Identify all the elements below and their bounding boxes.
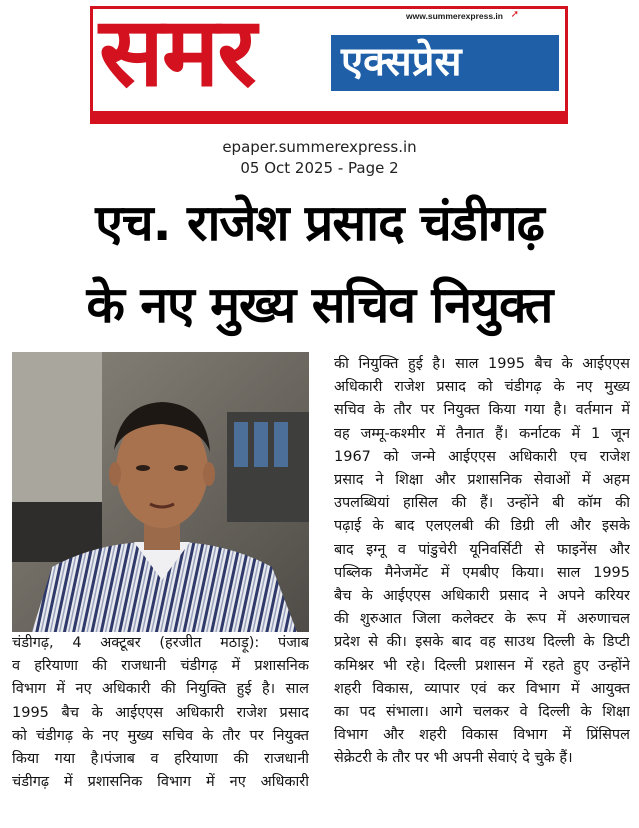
- text-line: वह जम्मू-कश्मीर में तैनात हैं। कर्नाटक में 1 जून: [334, 425, 630, 442]
- text-line: पढ़ाई के बाद एलएलबी की डिग्री ली और इसके: [334, 518, 630, 535]
- text-line: बाद इग्नू व पांडुचेरी यूनिवर्सिटी से फाइनेंस और: [334, 541, 630, 558]
- portrait-photo-image: [12, 352, 309, 632]
- text-line: विभाग और शहरी विकास विभाग में प्रिंसिपल: [334, 727, 630, 744]
- text-line: का पद संभाला। आगे चलकर वे दिल्ली के शिक्षा: [334, 704, 630, 721]
- masthead: [90, 6, 568, 124]
- text-line: को चंडीगढ़ के नए मुख्य सचिव के तौर पर नियुक्त: [12, 727, 309, 744]
- logo-main: समर: [99, 6, 255, 108]
- text-line: व हरियाणा की राजधानी चंडीगढ़ में प्रशासनिक: [12, 658, 309, 675]
- text-line: बैच के आईएएस अधिकारी प्रसाद ने अपने करियर: [334, 588, 630, 605]
- text-line: सचिव के तौर पर नियुक्त किया गया है। वर्तमान में: [334, 402, 630, 419]
- text-line: शहरी विकास, व्यापार एवं कर विभाग में आयुक्त: [334, 680, 630, 697]
- text-line: अधिकारी राजेश प्रसाद को चंडीगढ़ के नए मुख्य: [334, 379, 630, 396]
- text-line: पब्लिक मैनेजमेंट में एमबीए किया। साल 1995: [334, 564, 630, 581]
- epaper-site: epaper.summerexpress.in: [222, 138, 417, 156]
- article-body-left: [12, 632, 309, 794]
- text-line: चंडीगढ़ में प्रशासनिक विभाग में नए अधिकारी: [12, 774, 309, 791]
- headline-line-2: के नए मुख्य सचिव नियुक्त: [86, 276, 553, 334]
- masthead-bottom-bar: [93, 111, 565, 121]
- text-line: कमिश्नर भी रहे। दिल्ली प्रशासन में रहते हुए उन्होंने: [334, 657, 630, 674]
- masthead-url[interactable]: www.summerexpress.in: [405, 11, 503, 21]
- text-line: किया गया है।पंजाब व हरियाणा की राजधानी: [12, 751, 309, 768]
- text-line: चंडीगढ़, 4 अक्टूबर (हरजीत मठाड़ू): पंजाब: [12, 635, 309, 651]
- article-body-right: [334, 353, 630, 771]
- article-photo: [12, 352, 309, 632]
- text-line: सेक्रेटरी के तौर पर भी अपनी सेवाएं दे चुके हैं।: [334, 750, 573, 767]
- text-line: प्रदेश से की। इसके बाद वह साउथ दिल्ली के डिप्टी: [334, 634, 630, 651]
- text-line: उपलब्धियां हासिल की हैं। उन्होंने बी कॉम की: [334, 495, 630, 512]
- text-line: 1967 को जन्मे आईएएस अधिकारी एच राजेश: [334, 448, 630, 465]
- text-line: की नियुक्ति हुई है। साल 1995 बैच के आईएएस: [334, 356, 630, 372]
- pointer-arrow-icon: ➚: [510, 9, 519, 20]
- text-line: की शुरुआत जिला कलेक्टर के रूप में अरुणाचल: [334, 611, 630, 628]
- text-line: प्रसाद ने शिक्षा और प्रशासनिक सेवाओं में अहम: [334, 472, 630, 489]
- text-line: 1995 बैच के आईएएस अधिकारी राजेश प्रसाद: [12, 704, 309, 721]
- text-line: विभाग में नए अधिकारी की नियुक्ति हुई है। साल: [12, 681, 309, 698]
- headline-line-1: एच. राजेश प्रसाद चंडीगढ़: [95, 194, 544, 252]
- logo-sub: एक्सप्रेस: [341, 39, 462, 85]
- edition-date-page: 05 Oct 2025 - Page 2: [240, 159, 399, 177]
